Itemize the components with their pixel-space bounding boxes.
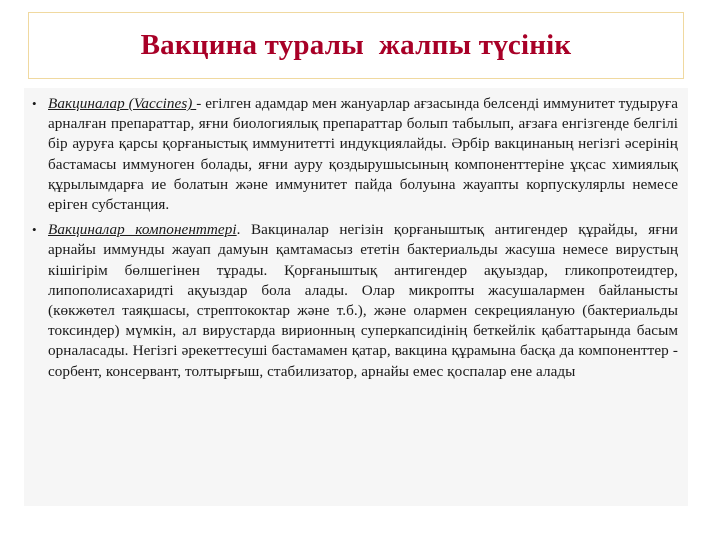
item-term: Вакциналар компоненттері: [48, 221, 237, 239]
bullet-list: [24, 88, 688, 382]
title-box: [28, 12, 684, 79]
list-item: [32, 220, 678, 382]
bullet-marker: •: [32, 222, 37, 238]
bullet-marker: •: [32, 96, 37, 111]
item-text: . Вакциналар негізін қорғаныштық антигендер құрайды, яғни арнайы иммунды жауап дамуын қамтамасыз ететін бактериальды жасуша немесе вирустың кішігірім бөлшегінен тұрады. Қорғаныштық антигендер ақуыздар, гликопротеидтер, липополисахаридті ақуыздар бола алады. Олар микропты жасушалармен байланысты (көкжөтел таяқшасы, стрептококтар және т.б.), және олармен секрецияланую (бактериальды токсиндер) мүмкін, ал вирустарда вирионның суперкапсидінің беткейлік қабаттарында басым орналасады. Негізгі әрекеттесуші бастамамен қатар, вакцина құрамына басқа да компоненттер - сорбент, консервант, толтырғыш, стабилизатор, арнайы емес қоспалар ене алады: [48, 221, 678, 380]
item-text: - егілген адамдар мен жануарлар ағзасында белсенді иммунитет тудыруға арналған препараттар, яғни биологиялық препараттар болып табылып, ағзаға енгізгенде белгілі бір ауруға қарсы қорғаныстық иммунитетті индукциялайды. Әрбір вакцинаның негізгі әсерінің бастамасы иммуноген болады, яғни ауру қоздырушысының компоненттеріне ұқсас химиялық құрылымдарға ие болатын және иммунитет пайда болуына жауапты корпускулярлы немесе еріген субстанция.: [48, 95, 678, 214]
list-item: [32, 94, 678, 215]
item-term: Вакциналар (Vaccines): [48, 95, 197, 112]
slide-title: Вакцина туралы жалпы түсінік: [140, 29, 572, 61]
content-box: [24, 88, 688, 506]
